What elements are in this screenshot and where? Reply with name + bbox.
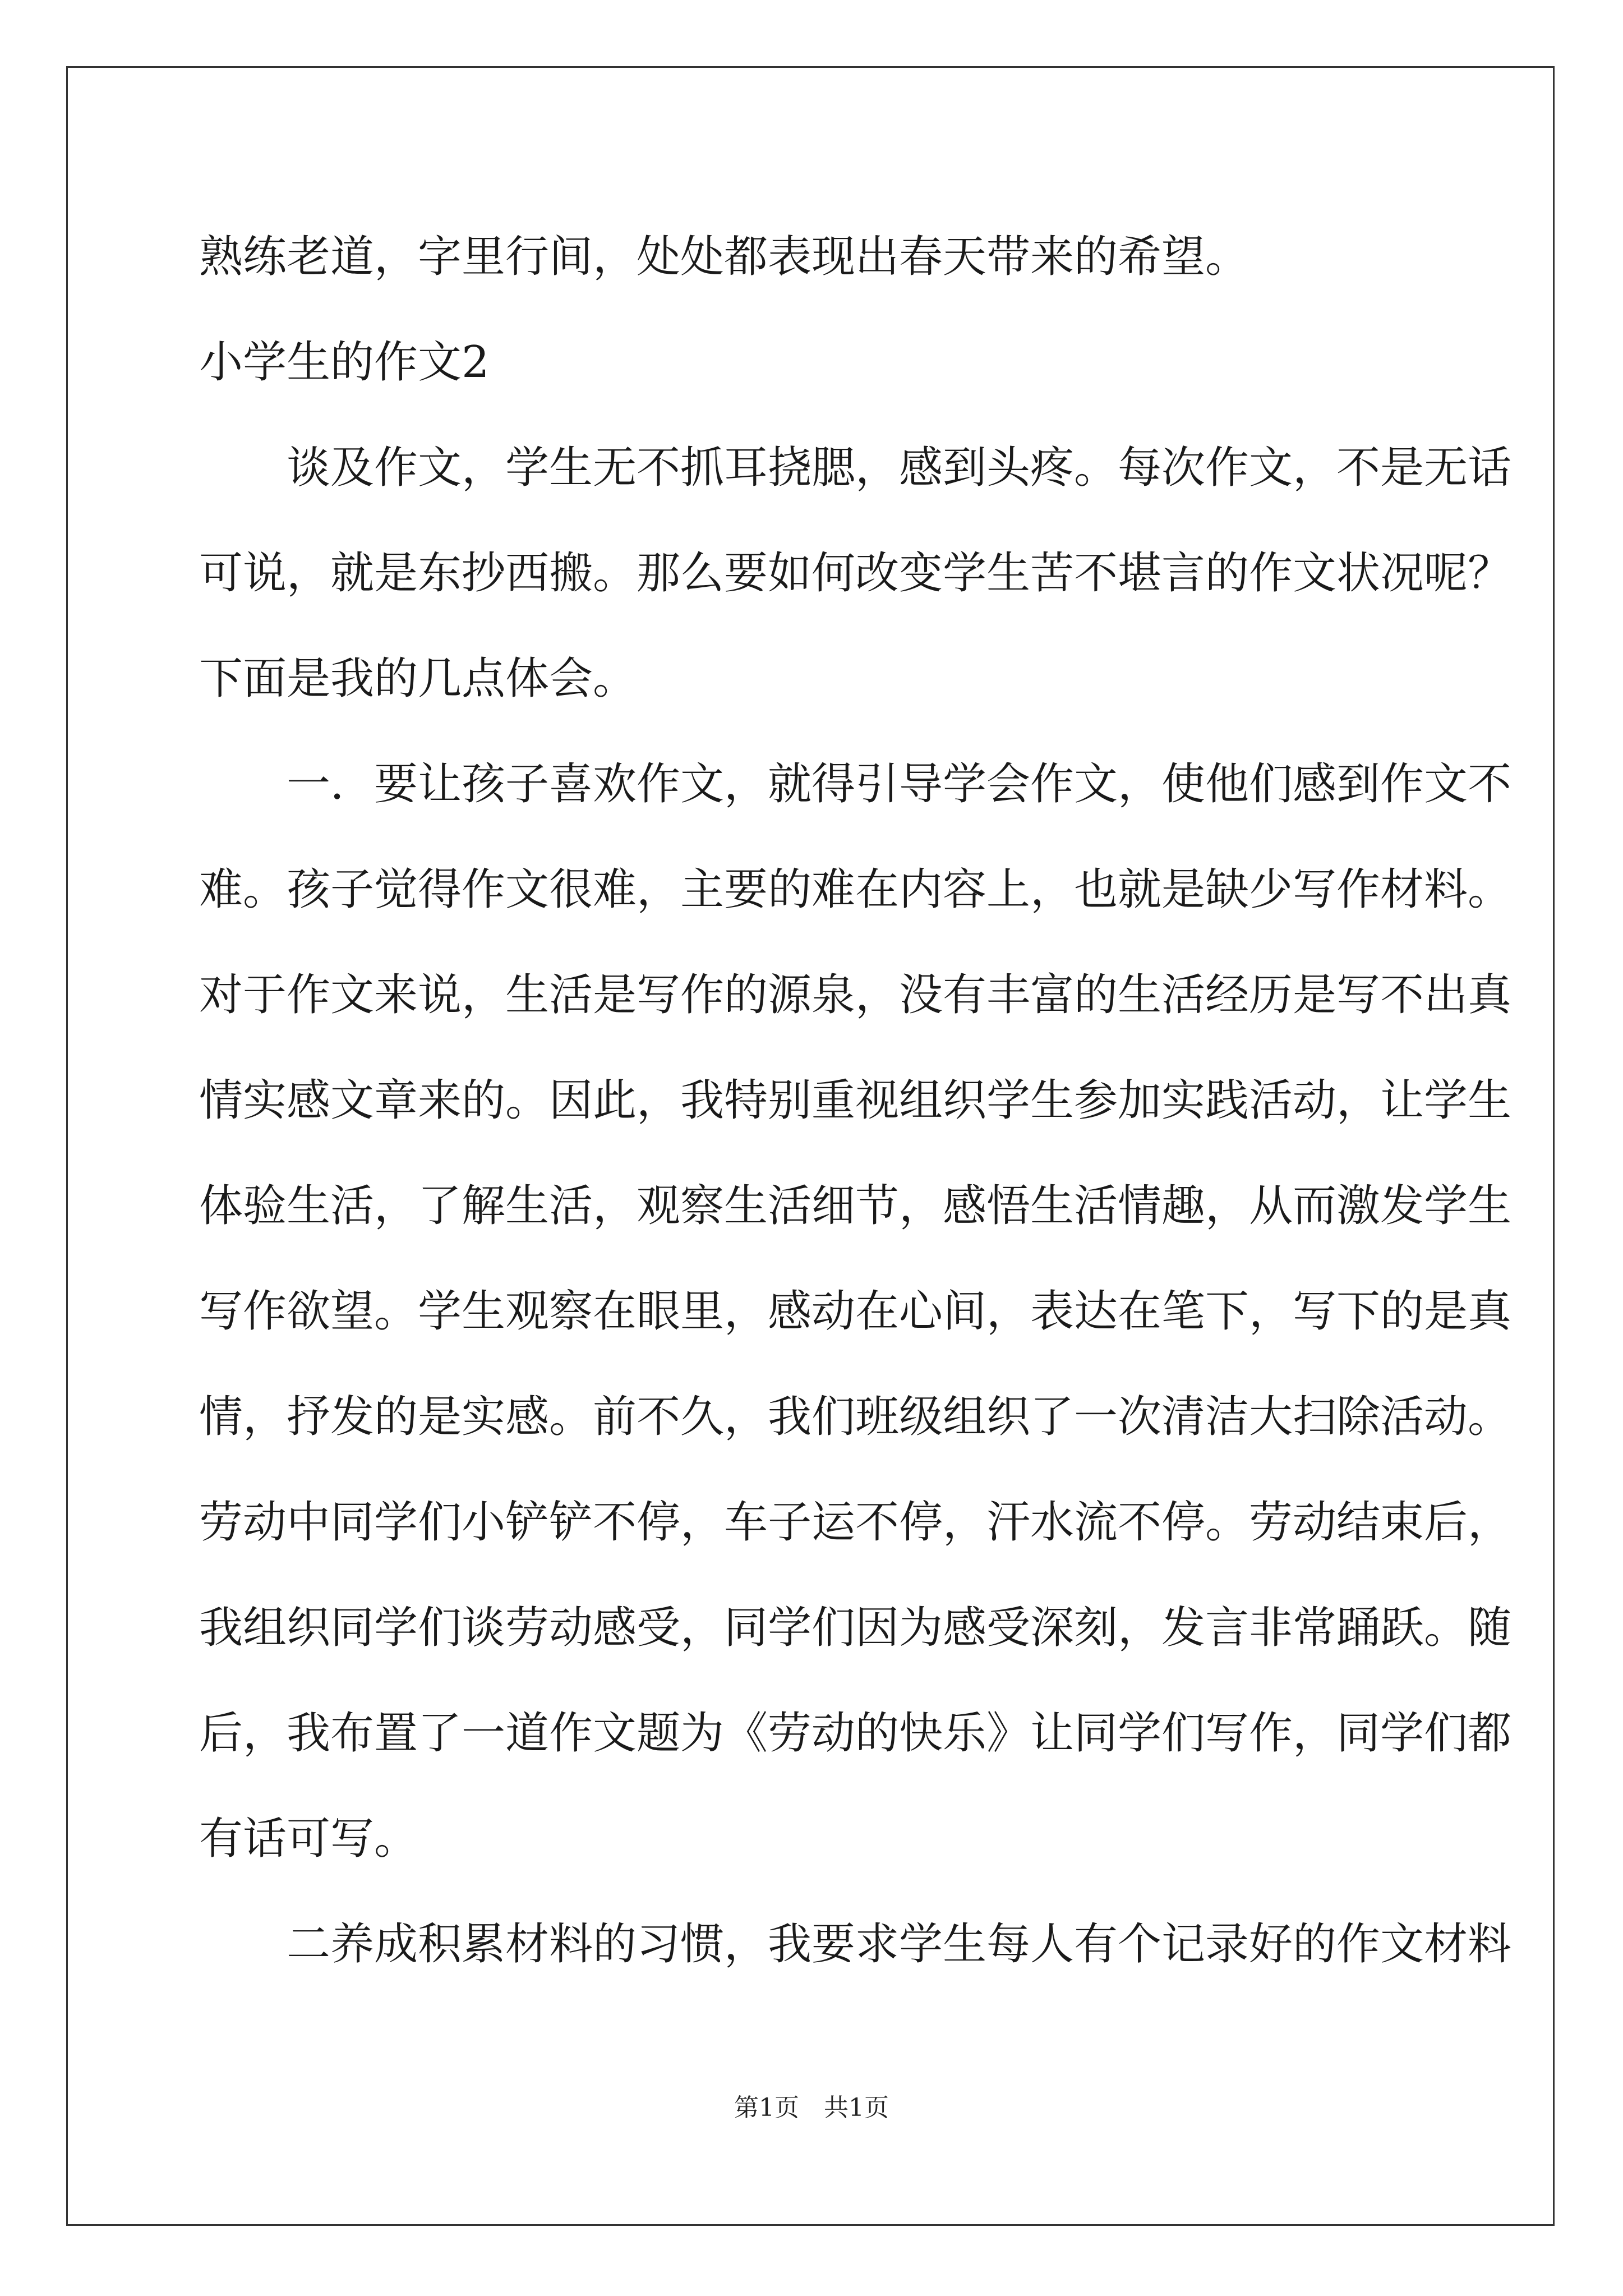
text-line-9: 情实感文章来的。因此，我特别重视组织学生参加实践活动，让学生: [199, 1075, 1512, 1126]
document-body: [199, 204, 1512, 1997]
text-line-6: 一．要让孩子喜欢作文，就得引导学会作文，使他们感到作文不: [287, 759, 1512, 809]
text-line-5: 下面是我的几点体会。: [199, 654, 637, 704]
text-line-8: 对于作文来说，生活是写作的源泉，没有丰富的生活经历是写不出真: [199, 970, 1512, 1020]
text-line-4: 可说，就是东抄西搬。那么要如何改变学生苦不堪言的作文状况呢？: [199, 548, 1512, 599]
page-number-footer: 第1页 共1页: [734, 2093, 889, 2122]
text-line-3: 谈及作文，学生无不抓耳挠腮，感到头疼。每次作文，不是无话: [287, 443, 1512, 493]
text-line-15: 后，我布置了一道作文题为《劳动的快乐》让同学们写作，同学们都: [199, 1708, 1512, 1759]
text-line-14: 我组织同学们谈劳动感受，同学们因为感受深刻，发言非常踊跃。随: [199, 1603, 1512, 1653]
text-line-12: 情，抒发的是实感。前不久，我们班级组织了一次清洁大扫除活动。: [199, 1392, 1512, 1442]
text-line-11: 写作欲望。学生观察在眼里，感动在心间，表达在笔下，写下的是真: [199, 1286, 1512, 1337]
section-heading: 小学生的作文2: [199, 337, 490, 388]
text-line-1: 熟练老道，字里行间，处处都表现出春天带来的希望。: [199, 232, 1249, 282]
text-line-7: 难。孩子觉得作文很难，主要的难在内容上，也就是缺少写作材料。: [199, 864, 1512, 915]
text-line-10: 体验生活，了解生活，观察生活细节，感悟生活情趣，从而激发学生: [199, 1181, 1512, 1231]
text-line-17: 二养成积累材料的习惯，我要求学生每人有个记录好的作文材料: [287, 1919, 1512, 1970]
text-line-13: 劳动中同学们小铲铲不停，车子运不停，汗水流不停。劳动结束后，: [199, 1497, 1512, 1548]
text-line-16: 有话可写。: [199, 1814, 418, 1864]
